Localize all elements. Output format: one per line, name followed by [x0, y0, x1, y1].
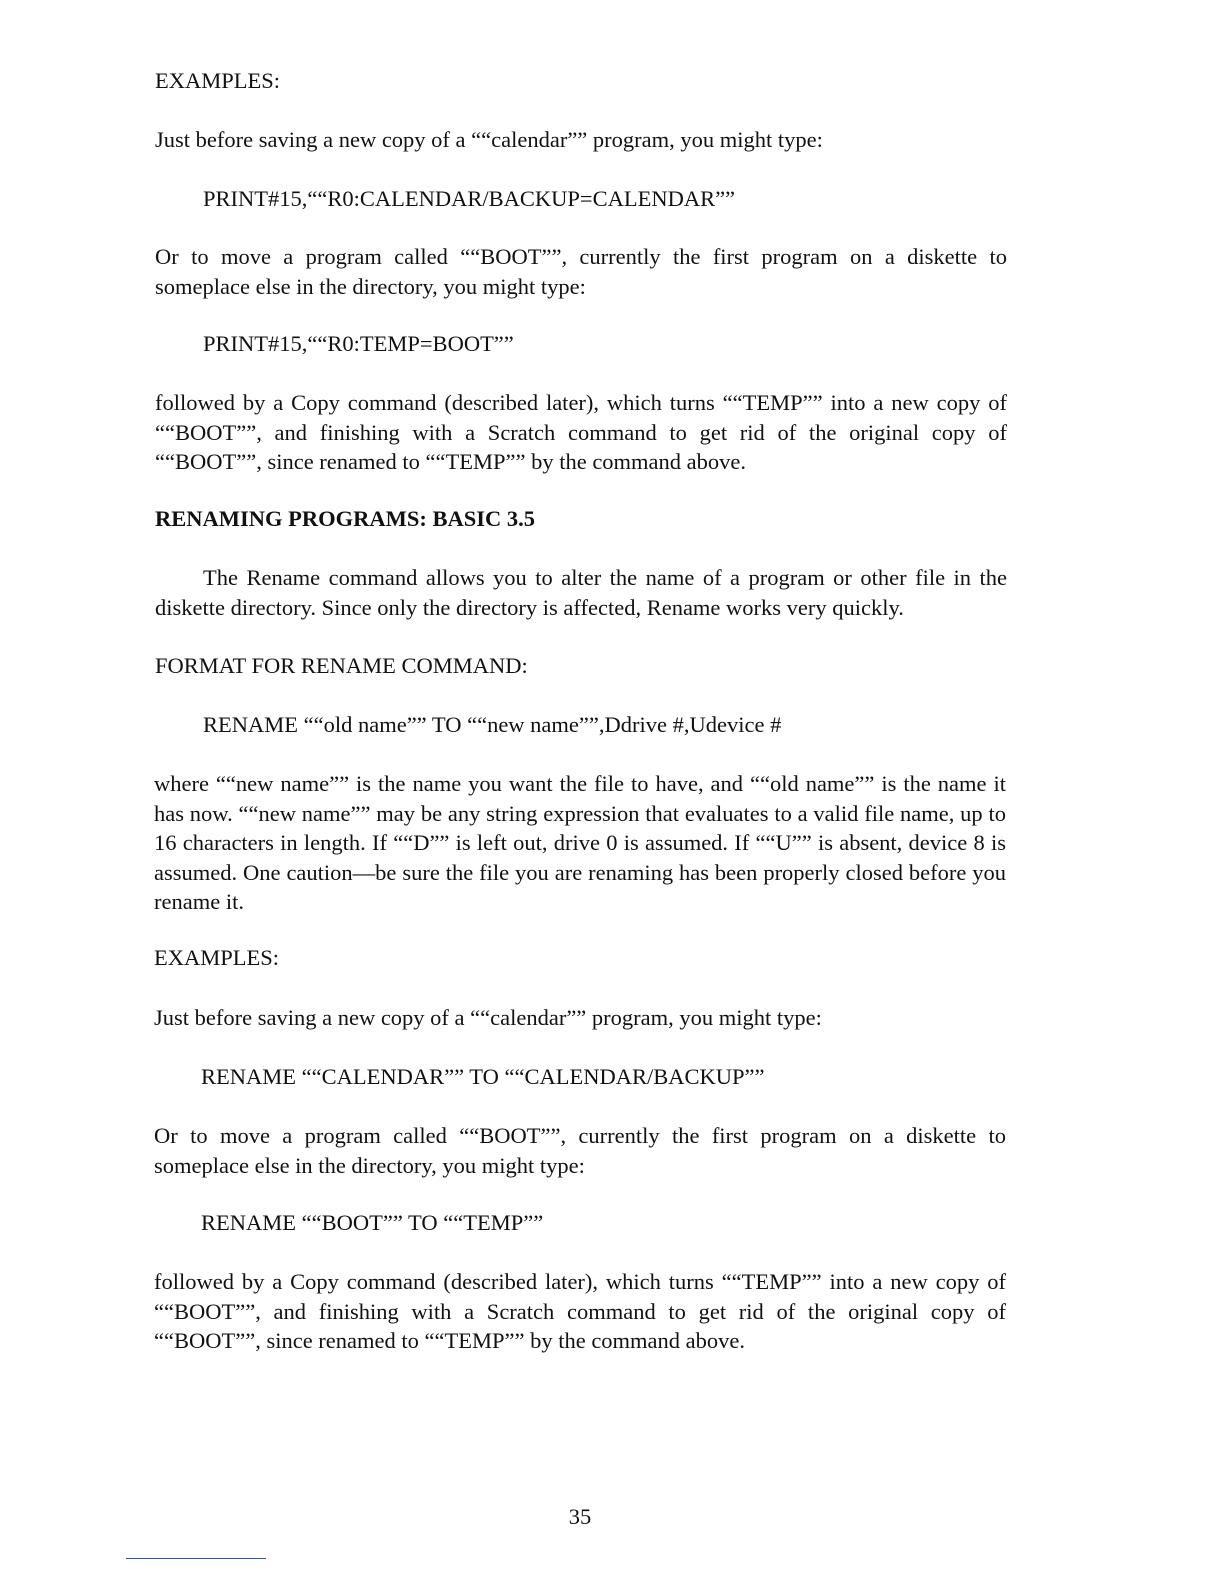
paragraph: Or to move a program called ““BOOT””, currently the first program on a diskette to someplace else in the directory, you might type:	[155, 244, 1007, 299]
page-number: 35	[568, 1504, 592, 1529]
code-example: RENAME ““CALENDAR”” TO ““CALENDAR/BACKUP””	[201, 1064, 765, 1089]
code-example: RENAME ““BOOT”” TO ““TEMP””	[201, 1210, 544, 1235]
examples-intro: Just before saving a new copy of a ““calendar”” program, you might type:	[154, 1005, 822, 1030]
examples-heading: EXAMPLES:	[154, 945, 280, 970]
code-example: PRINT#15,““R0:CALENDAR/BACKUP=CALENDAR””	[203, 186, 736, 211]
examples-heading: EXAMPLES:	[155, 68, 281, 93]
format-syntax: RENAME ““old name”” TO ““new name””,Ddrive #,Udevice #	[203, 712, 782, 737]
section-heading: RENAMING PROGRAMS: BASIC 3.5	[155, 506, 536, 531]
footer-rule	[126, 1558, 266, 1559]
format-heading: FORMAT FOR RENAME COMMAND:	[155, 653, 528, 678]
examples-intro: Just before saving a new copy of a ““calendar”” program, you might type:	[155, 127, 823, 152]
paragraph: The Rename command allows you to alter the name of a program or other file in the diskette directory. Since only the directory is affected, Rename works very quickly.	[155, 565, 1007, 620]
paragraph: Or to move a program called ““BOOT””, currently the first program on a diskette to someplace else in the directory, you might type:	[154, 1123, 1006, 1178]
paragraph: followed by a Copy command (described later), which turns ““TEMP”” into a new copy of ““BOOT””, and finishing with a Scratch command to get rid of the original copy of ““BOOT””, since renamed to ““TEMP”” by the command above.	[155, 390, 1007, 474]
paragraph: where ““new name”” is the name you want the file to have, and ““old name”” is the name it has now. ““new name”” may be any string expression that evaluates to a valid file name, up to 16 characters in length. If ““D”” is left out, drive 0 is assumed. If ““U”” is absent, device 8 is assumed. One caution—be sure the file you are renaming has been properly closed before you rename it.	[154, 771, 1006, 914]
code-example: PRINT#15,““R0:TEMP=BOOT””	[203, 331, 514, 356]
paragraph: followed by a Copy command (described later), which turns ““TEMP”” into a new copy of ““BOOT””, and finishing with a Scratch command to get rid of the original copy of ““BOOT””, since renamed to ““TEMP”” by the command above.	[154, 1269, 1006, 1353]
